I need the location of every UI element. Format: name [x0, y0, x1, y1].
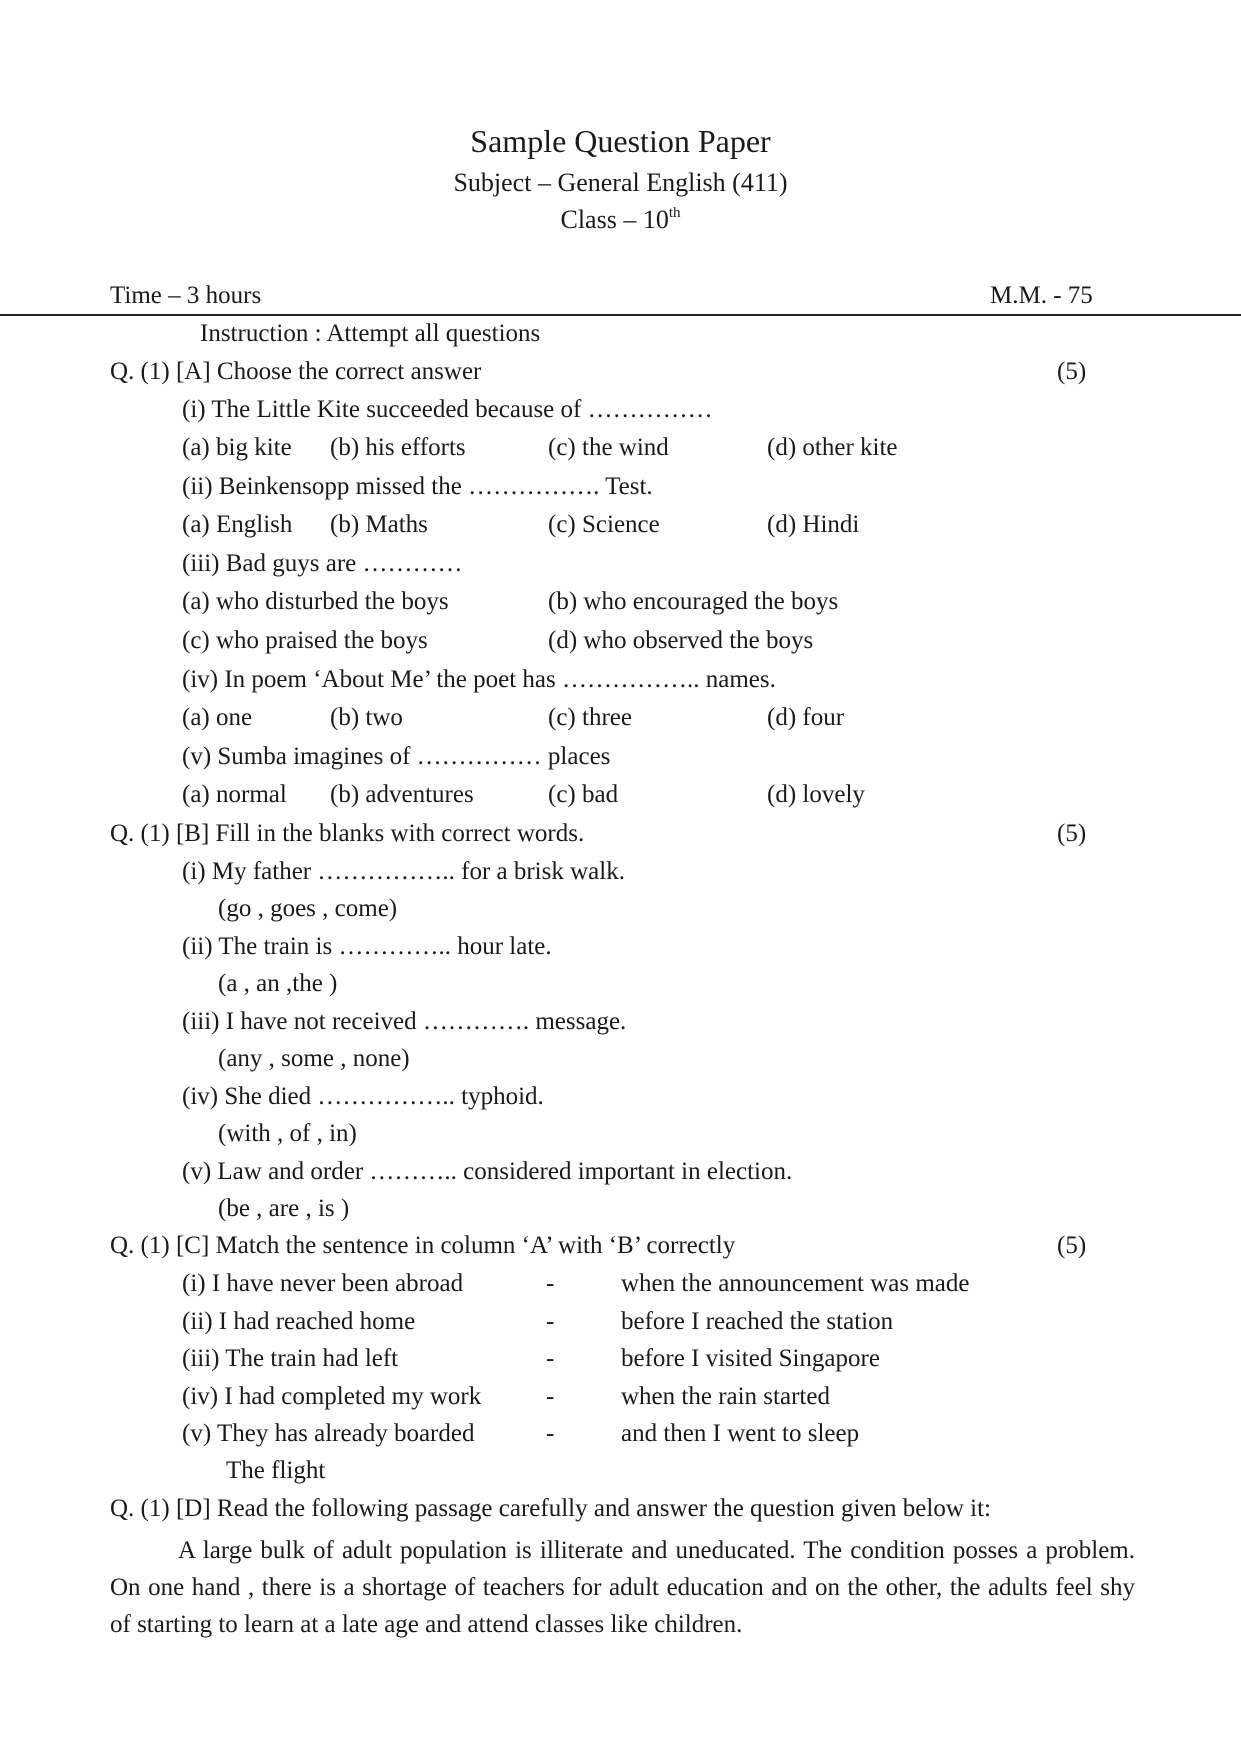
- option-b: (b) who encouraged the boys: [548, 588, 839, 615]
- question-b-5: (v) Law and order ……….. considered important in election.: [182, 1158, 793, 1185]
- class-superscript: th: [668, 205, 681, 221]
- option-a: (a) big kite: [182, 434, 292, 461]
- option-d: (d) Hindi: [767, 511, 860, 538]
- match-column-b: and then I went to sleep: [621, 1420, 860, 1447]
- option-a: (a) normal: [182, 781, 287, 808]
- subject-line: Subject – General English (411): [453, 168, 788, 197]
- word-choices: (go , goes , come): [218, 895, 398, 922]
- section-c-heading: Q. (1) [C] Match the sentence in column ‘A’ with ‘B’ correctly: [110, 1232, 736, 1259]
- option-b: (b) adventures: [330, 781, 474, 808]
- match-column-a: (i) I have never been abroad: [182, 1270, 464, 1297]
- option-b: (b) his efforts: [330, 434, 466, 461]
- match-column-b: before I reached the station: [621, 1308, 894, 1335]
- option-d: (d) other kite: [767, 434, 898, 461]
- question-a-4: (iv) In poem ‘About Me’ the poet has …………….. names.: [182, 666, 776, 693]
- option-c: (c) who praised the boys: [182, 627, 428, 654]
- passage-text: A large bulk of adult population is illiterate and uneducated. The condition posses a problem. On one hand , there is a shortage of teachers for adult education and on the other, the adults feel shy of starting to learn at a late age and attend classes like children.: [110, 1537, 1135, 1638]
- match-continuation: The flight: [226, 1457, 326, 1484]
- section-d-heading: Q. (1) [D] Read the following passage carefully and answer the question given below it:: [110, 1495, 991, 1522]
- match-column-a: (iii) The train had left: [182, 1345, 399, 1372]
- header-divider: [0, 314, 1241, 316]
- question-a-5: (v) Sumba imagines of …………… places: [182, 743, 611, 770]
- option-b: (b) Maths: [330, 511, 428, 538]
- match-column-a: (iv) I had completed my work: [182, 1383, 482, 1410]
- question-a-2: (ii) Beinkensopp missed the ……………. Test.: [182, 473, 653, 500]
- max-marks: M.M. - 75: [990, 282, 1093, 309]
- reading-passage: [110, 1532, 1135, 1643]
- option-c: (c) Science: [548, 511, 660, 538]
- word-choices: (a , an ,the ): [218, 970, 338, 997]
- match-column-b: before I visited Singapore: [621, 1345, 880, 1372]
- option-c: (c) three: [548, 704, 632, 731]
- section-a-marks: (5): [1057, 358, 1087, 385]
- match-dash: -: [546, 1270, 555, 1297]
- class-line: [0, 206, 1241, 233]
- section-b-heading: Q. (1) [B] Fill in the blanks with correct words.: [110, 820, 585, 847]
- option-a: (a) who disturbed the boys: [182, 588, 449, 615]
- option-a: (a) English: [182, 511, 293, 538]
- question-b-2: (ii) The train is ………….. hour late.: [182, 933, 552, 960]
- match-dash: -: [546, 1308, 555, 1335]
- option-c: (c) bad: [548, 781, 619, 808]
- match-column-a: (ii) I had reached home: [182, 1308, 416, 1335]
- question-a-3: (iii) Bad guys are …………: [182, 550, 463, 577]
- word-choices: (with , of , in): [218, 1120, 357, 1147]
- paper-title: Sample Question Paper: [470, 123, 771, 159]
- match-dash: -: [546, 1420, 555, 1447]
- match-dash: -: [546, 1383, 555, 1410]
- time-label: Time – 3 hours: [110, 282, 262, 309]
- option-b: (b) two: [330, 704, 403, 731]
- question-a-1: (i) The Little Kite succeeded because of ……………: [182, 396, 713, 423]
- word-choices: (be , are , is ): [218, 1195, 350, 1222]
- match-dash: -: [546, 1345, 555, 1372]
- question-b-3: (iii) I have not received …………. message.: [182, 1008, 627, 1035]
- instruction: Instruction : Attempt all questions: [200, 320, 541, 347]
- option-d: (d) four: [767, 704, 845, 731]
- match-column-b: when the rain started: [621, 1383, 830, 1410]
- option-d: (d) lovely: [767, 781, 865, 808]
- question-b-4: (iv) She died …………….. typhoid.: [182, 1083, 544, 1110]
- question-b-1: (i) My father …………….. for a brisk walk.: [182, 858, 625, 885]
- option-d: (d) who observed the boys: [548, 627, 814, 654]
- match-column-a: (v) They has already boarded: [182, 1420, 475, 1447]
- section-a-heading: Q. (1) [A] Choose the correct answer: [110, 358, 482, 385]
- section-c-marks: (5): [1057, 1232, 1087, 1259]
- match-column-b: when the announcement was made: [621, 1270, 970, 1297]
- section-b-marks: (5): [1057, 820, 1087, 847]
- option-a: (a) one: [182, 704, 253, 731]
- word-choices: (any , some , none): [218, 1045, 410, 1072]
- class-label: Class – 10: [560, 205, 669, 234]
- option-c: (c) the wind: [548, 434, 669, 461]
